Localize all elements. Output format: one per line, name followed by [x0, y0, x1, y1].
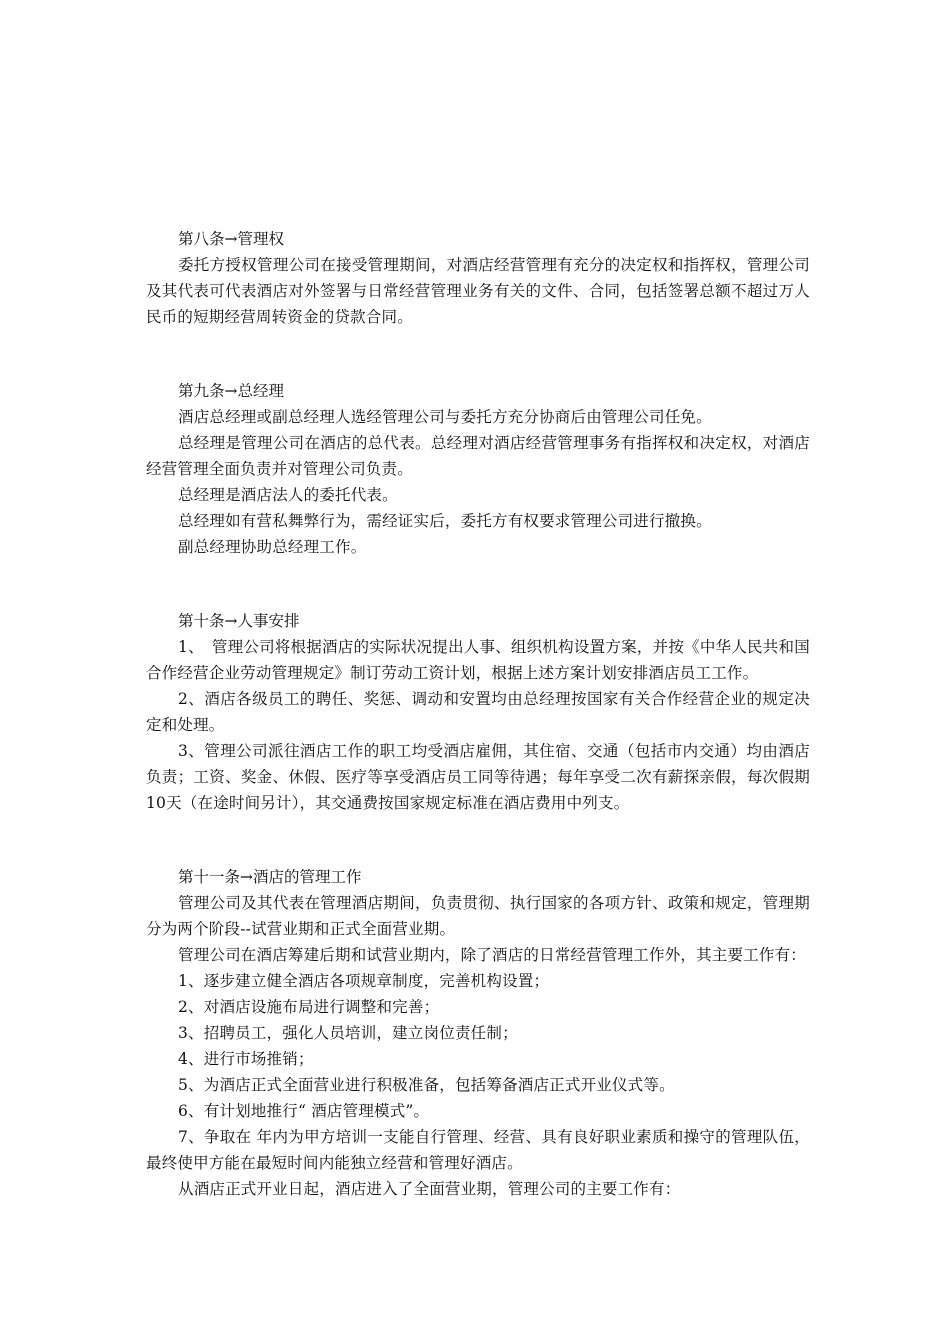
- article-10-title: 第十条→人事安排: [178, 612, 300, 630]
- article-11-list-item-2: 2、对酒店设施布局进行调整和完善；: [178, 998, 440, 1016]
- article-10-paragraph-1: 1、 管理公司将根据酒店的实际状况提出人事、组织机构设置方案，并按《中华人民共和国合作经营企业劳动管理规定》制订劳动工资计划，根据上述方案计划安排酒店员工工作。: [146, 638, 810, 682]
- article-11-paragraph-1: 管理公司及其代表在管理酒店期间，负责贯彻、执行国家的各项方针、政策和规定，管理期分为两个阶段--试营业期和正式全面营业期。: [146, 894, 810, 938]
- article-8-paragraph-1: 委托方授权管理公司在接受管理期间，对酒店经营管理有充分的决定权和指挥权，管理公司及其代表可代表酒店对外签署与日常经营管理业务有关的文件、合同，包括签署总额不超过万人民币的短期经营周转资金的贷款合同。: [146, 256, 810, 326]
- article-11-list-item-5: 5、为酒店正式全面营业进行积极准备，包括筹备酒店正式开业仪式等。: [178, 1076, 675, 1094]
- article-11-paragraph-final: 从酒店正式开业日起，酒店进入了全面营业期，管理公司的主要工作有：: [178, 1180, 681, 1198]
- document-page: [146, 226, 810, 1202]
- article-9-paragraph-3: 总经理是酒店法人的委托代表。: [178, 486, 398, 504]
- article-11-list-item-6: 6、有计划地推行“ 酒店管理模式”。: [178, 1102, 430, 1120]
- article-9-paragraph-1: 酒店总经理或副总经理人选经管理公司与委托方充分协商后由管理公司任免。: [178, 408, 712, 426]
- article-11-title: 第十一条→酒店的管理工作: [178, 868, 362, 886]
- article-8-title: 第八条→管理权: [178, 230, 284, 248]
- article-10-paragraph-3: 3、管理公司派往酒店工作的职工均受酒店雇佣，其住宿、交通（包括市内交通）均由酒店负责；工资、奖金、休假、医疗等享受酒店员工同等待遇；每年享受二次有薪探亲假，每次假期10天（在途时间另计），其交通费按国家规定标准在酒店费用中列支。: [146, 742, 810, 812]
- article-9-title: 第九条→总经理: [178, 382, 284, 400]
- article-9-paragraph-4: 总经理如有营私舞弊行为，需经证实后，委托方有权要求管理公司进行撤换。: [178, 512, 712, 530]
- article-9-paragraph-2: 总经理是管理公司在酒店的总代表。总经理对酒店经营管理事务有指挥权和决定权，对酒店经营管理全面负责并对管理公司负责。: [146, 434, 810, 478]
- article-11-paragraph-2: 管理公司在酒店筹建后期和试营业期内，除了酒店的日常经营管理工作外，其主要工作有：: [178, 946, 807, 964]
- article-11-list-item-1: 1、逐步建立健全酒店各项规章制度，完善机构设置；: [178, 972, 550, 990]
- article-8: [146, 226, 810, 330]
- article-11-list-item-7: 7、争取在 年内为甲方培训一支能自行管理、经营、具有良好职业素质和操守的管理队伍，最终使甲方能在最短时间内能独立经营和管理好酒店。: [146, 1128, 810, 1172]
- article-11: [146, 864, 810, 1202]
- article-11-list-item-3: 3、招聘员工，强化人员培训，建立岗位责任制；: [178, 1024, 518, 1042]
- article-11-list-item-4: 4、进行市场推销；: [178, 1050, 314, 1068]
- article-9-paragraph-5: 副总经理协助总经理工作。: [178, 538, 367, 556]
- article-9: [146, 378, 810, 560]
- article-10-paragraph-2: 2、酒店各级员工的聘任、奖惩、调动和安置均由总经理按国家有关合作经营企业的规定决定和处理。: [146, 690, 810, 734]
- article-10: [146, 608, 810, 816]
